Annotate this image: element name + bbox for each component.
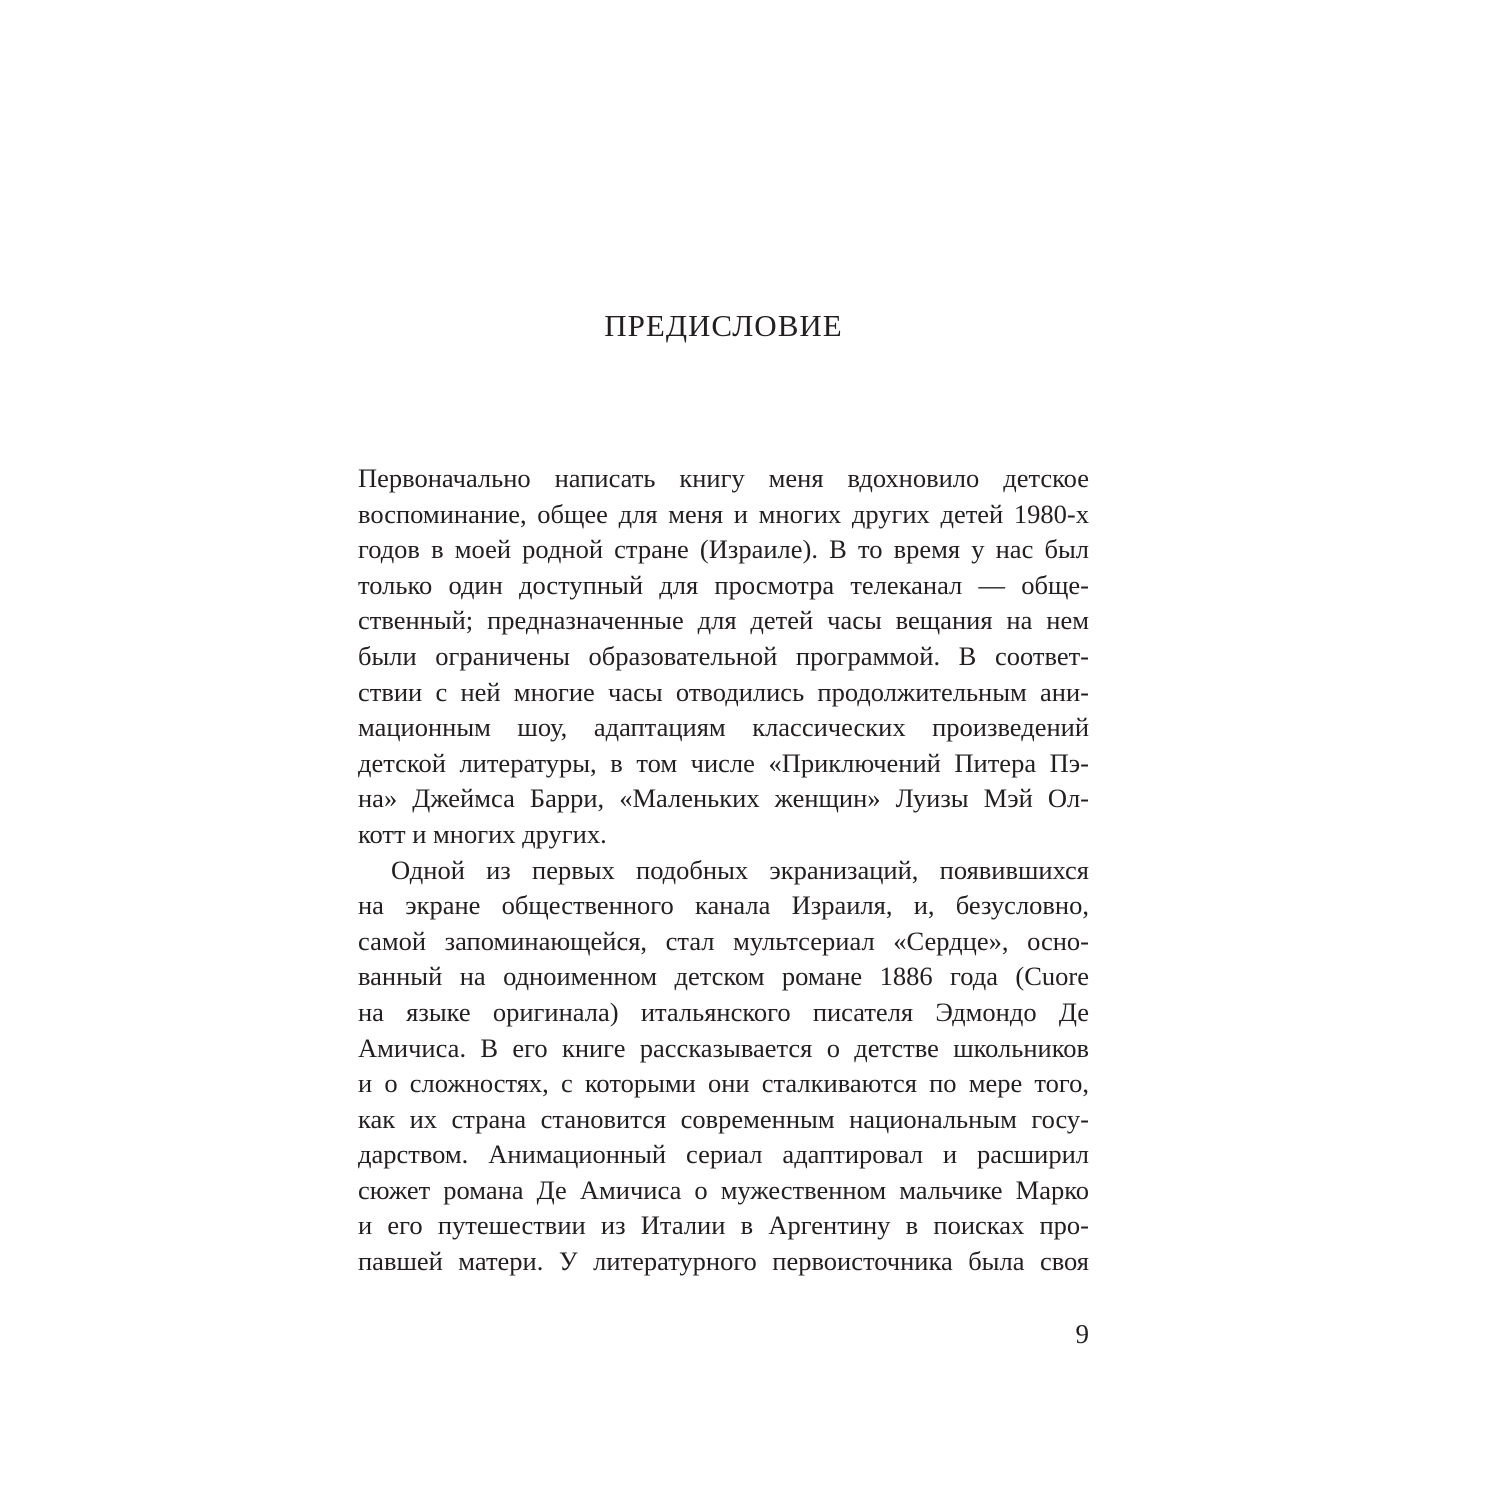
- text-line: воспоминание, общее для меня и многих других детей 1980-х: [358, 498, 1089, 529]
- text-line: ственный; предназначенные для детей часы вещания на нем: [358, 605, 1089, 636]
- text-line: Амичиса. В его книге рассказывается о детстве школьников: [358, 1032, 1089, 1063]
- text-line: годов в моей родной стране (Израиле). В то время у нас был: [358, 534, 1089, 565]
- body-text: [358, 461, 1089, 1280]
- text-line: были ограничены образовательной программой. В соответ-: [358, 640, 1089, 671]
- text-line: на языке оригинала) итальянского писателя Эдмондо Де: [358, 996, 1089, 1027]
- text-line: на экране общественного канала Израиля, и, безусловно,: [358, 890, 1089, 921]
- text-line: Одной из первых подобных экранизаций, появившихся: [391, 854, 1089, 885]
- page-number: 9: [1075, 1319, 1089, 1349]
- text-line: мационным шоу, адаптациям классических произведений: [358, 712, 1089, 743]
- text-line: сюжет романа Де Амичиса о мужественном мальчике Марко: [358, 1174, 1089, 1205]
- chapter-title: ПРЕДИСЛОВИЕ: [604, 308, 843, 343]
- text-line: котт и многих других.: [358, 818, 607, 849]
- text-line: детской литературы, в том числе «Приключений Питера Пэ-: [358, 747, 1089, 778]
- text-line: ствии с ней многие часы отводились продолжительным ани-: [358, 676, 1089, 707]
- text-line: и его путешествии из Италии в Аргентину в поисках про-: [358, 1210, 1089, 1241]
- text-line: как их страна становится современным национальным госу-: [358, 1103, 1089, 1134]
- text-line: ванный на одноименном детском романе 1886 года (Cuore: [358, 961, 1089, 992]
- text-line: дарством. Анимационный сериал адаптировал и расширил: [358, 1139, 1089, 1170]
- text-line: Первоначально написать книгу меня вдохновило детское: [358, 463, 1089, 493]
- text-line: павшей матери. У литературного первоисточника была своя: [358, 1246, 1089, 1277]
- text-line: только один доступный для просмотра телеканал — обще-: [358, 569, 1089, 600]
- text-line: самой запоминающейся, стал мультсериал «Сердце», осно-: [358, 925, 1089, 956]
- text-line: на» Джеймса Барри, «Маленьких женщин» Луизы Мэй Ол-: [358, 783, 1089, 814]
- text-line: и о сложностях, с которыми они сталкиваются по мере того,: [358, 1068, 1089, 1099]
